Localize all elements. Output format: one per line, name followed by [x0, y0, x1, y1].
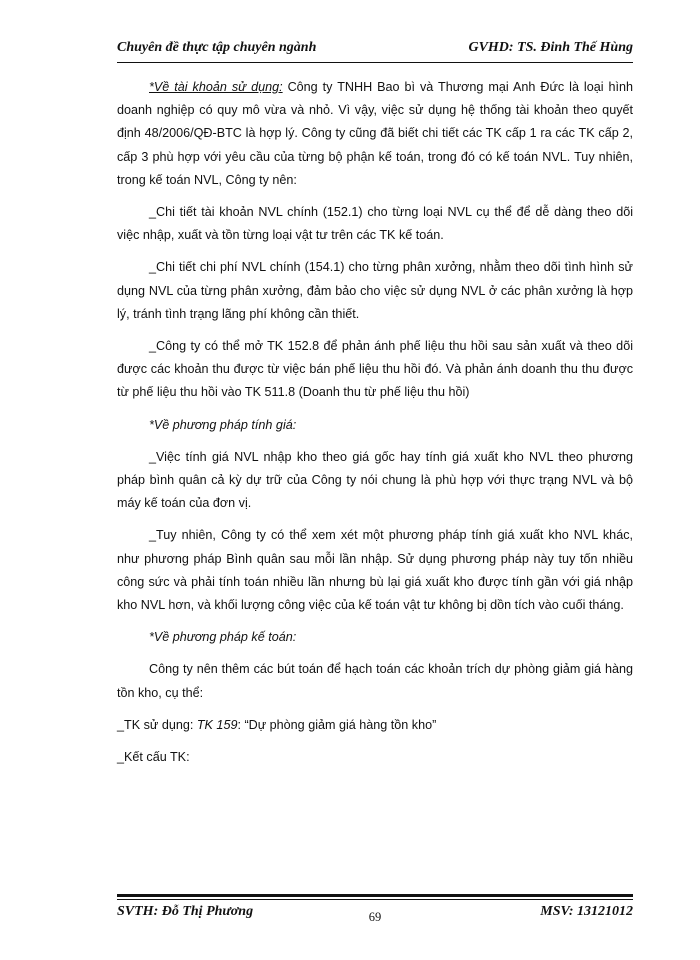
paragraph-detail-154: _Chi tiết chi phí NVL chính (154.1) cho từng phân xưởng, nhằm theo dõi tình hình sử dụng NVL của từng phân xưởng, đảm bảo cho việc sử dụng NVL ở các phân xưởng là hợp lý, tránh tình trạng lãng phí không cần thiết. — [117, 260, 633, 321]
page-footer — [117, 904, 633, 924]
tk-used-code: TK 159 — [196, 717, 238, 732]
header-rule — [117, 62, 633, 63]
paragraph-tk-structure: _Kết cấu TK: — [117, 750, 190, 765]
footer-rule-thick — [117, 894, 633, 897]
page-number: 69 — [368, 910, 382, 924]
document-body — [117, 76, 633, 778]
paragraph-pricing-2: _Tuy nhiên, Công ty có thể xem xét một phương pháp tính giá xuất kho NVL khác, như phương pháp Bình quân sau mỗi lần nhập. Sử dụng phương pháp này tuy tốn nhiều công sức và phải tính toán nhiều lần nhưng bù lại giá xuất kho được tính gần với giá nhập kho NVL hơn, và khối lượng công việc của kế toán vật tư không bị dồn tích vào cuối tháng. — [117, 528, 633, 613]
paragraph-pricing-1: _Việc tính giá NVL nhập kho theo giá gốc hay tính giá xuất kho NVL theo phương pháp bình quân cả kỳ dự trữ của Công ty nói chung là phù hợp với thực trạng NVL và bộ máy kế toán của đơn vị. — [117, 449, 633, 511]
tk-used-name: : “Dự phòng giảm giá hàng tồn kho” — [237, 717, 437, 732]
header-left: Chuyên đề thực tập chuyên ngành — [117, 40, 317, 55]
paragraph-detail-152: _Chi tiết tài khoản NVL chính (152.1) cho từng loại NVL cụ thể để dễ dàng theo dõi việc nhập, xuất và tồn từng loại vật tư trên các TK kế toán. — [117, 205, 633, 243]
paragraph-account-text: Công ty TNHH Bao bì và Thương mại Anh Đức là loại hình doanh nghiệp có quy mô vừa và nhỏ. Vì vậy, việc sử dụng hệ thống tài khoản theo quyết định 48/2006/QĐ-BTC là hợp lý. Công ty cũng đã biết chi tiết các TK cấp 1 ra các TK cấp 2, cấp 3 phù hợp với yêu cầu của từng bộ phận kế toán, trong đó có kế toán NVL. Tuy nhiên, trong kế toán NVL, Công ty nên: — [117, 80, 634, 187]
footer-student: SVTH: Đỗ Thị Phương — [117, 904, 254, 919]
heading-pricing: *Về phương pháp tính giá: — [149, 417, 297, 432]
paragraph-account — [117, 76, 633, 192]
paragraph-tk-used — [117, 714, 633, 737]
footer-student-id: MSV: 13121012 — [540, 904, 633, 919]
heading-account: *Về tài khoản sử dụng: — [149, 80, 283, 94]
paragraph-accounting: Công ty nên thêm các bút toán để hạch toán các khoản trích dự phòng giảm giá hàng tồn kho, cụ thể: — [117, 662, 633, 700]
header-right: GVHD: TS. Đinh Thế Hùng — [468, 40, 633, 55]
paragraph-account-1528: _Công ty có thể mở TK 152.8 để phản ánh phế liệu thu hồi sau sản xuất và theo dõi được các khoản thu được từ việc bán phế liệu thu hồi đó. Và phản ánh doanh thu thu được từ phế liệu thu hồi vào TK 511.8 (Doanh thu từ phế liệu thu hồi) — [117, 339, 633, 400]
heading-accounting: *Về phương pháp kế toán: — [149, 630, 297, 645]
footer-rule-thin — [117, 899, 633, 900]
page-header — [117, 40, 633, 60]
tk-used-label: _TK sử dụng: — [117, 717, 197, 732]
